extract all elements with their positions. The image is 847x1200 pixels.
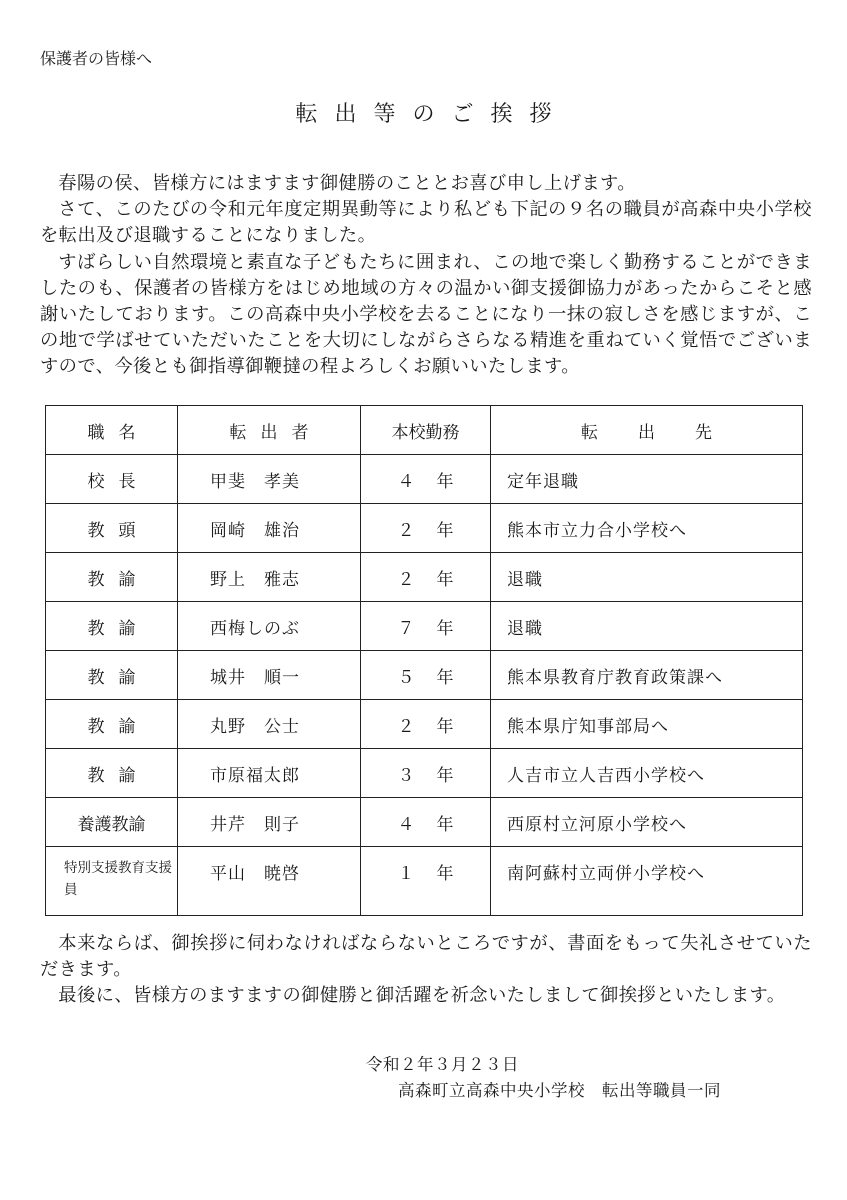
table-row: [46, 700, 803, 749]
row-name: 野上 雅志: [178, 553, 361, 602]
header-person: 転出者: [178, 406, 361, 455]
announcement-paragraph: さて、このたびの令和元年度定期異動等により私ども下記の９名の職員が高森中央小学校を転出及び退職することになりました。: [40, 199, 812, 247]
header-destination: 転出先: [491, 406, 803, 455]
table-row: [46, 798, 803, 847]
row-years: ２年: [361, 504, 491, 553]
row-post: 教頭: [46, 504, 178, 553]
row-destination: 退職: [491, 602, 803, 651]
table-row: [46, 455, 803, 504]
closing-text: [40, 931, 812, 1010]
row-years: ５年: [361, 651, 491, 700]
row-post: 教諭: [46, 749, 178, 798]
table-row: [46, 504, 803, 553]
letter-date: 令和２年３月２３日: [366, 1055, 519, 1074]
table-header-row: [46, 406, 803, 455]
row-destination: 定年退職: [491, 455, 803, 504]
row-post: 養護教諭: [46, 798, 178, 847]
row-name: 甲斐 孝美: [178, 455, 361, 504]
row-post: 校長: [46, 455, 178, 504]
row-destination: 退職: [491, 553, 803, 602]
letter-title: 転出等のご挨拶: [295, 102, 569, 127]
row-years: ４年: [361, 455, 491, 504]
row-post: 特別支援教育支援員: [46, 847, 178, 916]
table-row: [46, 749, 803, 798]
row-name: 市原福太郎: [178, 749, 361, 798]
letter-signature: 高森町立高森中央小学校 転出等職員一同: [398, 1081, 721, 1100]
greeting-paragraph: 春陽の侯、皆様方にはますます御健勝のこととお喜び申し上げます。: [58, 173, 636, 194]
staff-transfer-table: [45, 405, 803, 916]
row-post: 教諭: [46, 553, 178, 602]
header-post: 職名: [46, 406, 178, 455]
row-post: 教諭: [46, 700, 178, 749]
row-years: ２年: [361, 700, 491, 749]
row-destination: 西原村立河原小学校へ: [491, 798, 803, 847]
row-post: 教諭: [46, 602, 178, 651]
row-post: 教諭: [46, 651, 178, 700]
row-destination: 熊本市立力合小学校へ: [491, 504, 803, 553]
row-name: 城井 順一: [178, 651, 361, 700]
staff-table-container: [45, 405, 802, 916]
row-years: １年: [361, 847, 491, 916]
table-row: [46, 553, 803, 602]
gratitude-paragraph: すばらしい自然環境と素直な子どもたちに囲まれ、この地で楽しく勤務することができましたのも、保護者の皆様方をはじめ地域の方々の温かい御支援御協力があったからこそと感謝いたしております。この高森中央小学校を去ることになり一抹の寂しさを感じますが、この地で学ばせていただいたことを大切にしながらさらなる精進を重ねていく覚悟でございますので、今後とも御指導御鞭撻の程よろしくお願いいたします。: [40, 251, 812, 378]
letter-body: [40, 171, 812, 381]
row-name: 丸野 公士: [178, 700, 361, 749]
table-row: [46, 602, 803, 651]
row-name: 井芹 則子: [178, 798, 361, 847]
addressee: 保護者の皆様へ: [40, 49, 153, 68]
row-destination: 熊本県教育庁教育政策課へ: [491, 651, 803, 700]
row-years: ７年: [361, 602, 491, 651]
farewell-paragraph: 最後に、皆様方のますますの御健勝と御活躍を祈念いたしまして御挨拶といたします。: [58, 985, 786, 1007]
row-destination: 人吉市立人吉西小学校へ: [491, 749, 803, 798]
row-name: 西梅しのぶ: [178, 602, 361, 651]
table-row: [46, 651, 803, 700]
row-years: ３年: [361, 749, 491, 798]
row-name: 岡崎 雄治: [178, 504, 361, 553]
header-years: 本校勤務: [361, 406, 491, 455]
table-row: [46, 847, 803, 916]
row-name: 平山 暁啓: [178, 847, 361, 916]
row-years: ２年: [361, 553, 491, 602]
row-destination: 熊本県庁知事部局へ: [491, 700, 803, 749]
row-years: ４年: [361, 798, 491, 847]
row-destination: 南阿蘇村立両併小学校へ: [491, 847, 803, 916]
apology-paragraph: 本来ならば、御挨拶に伺わなければならないところですが、書面をもって失礼させていただきます。: [40, 933, 812, 981]
